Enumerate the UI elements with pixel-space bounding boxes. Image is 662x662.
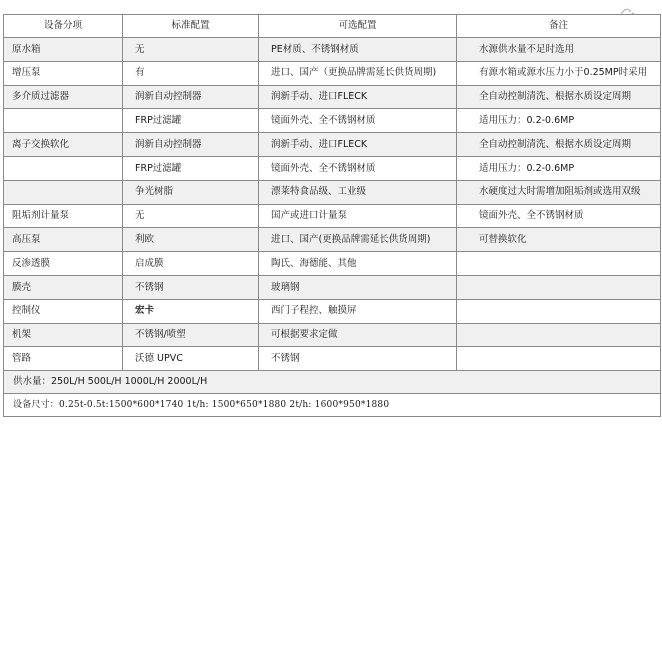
optional-config-cell: 可根据要求定做 [259, 323, 457, 347]
table-row [4, 38, 661, 62]
standard-config-cell: 启成膜 [123, 252, 259, 276]
table-row [4, 133, 661, 157]
equipment-size-row [4, 394, 661, 417]
table-row [4, 61, 661, 85]
standard-config-cell: 不锈钢/喷塑 [123, 323, 259, 347]
item-cell: 管路 [4, 347, 123, 371]
item-cell [4, 156, 123, 180]
item-cell: 多介质过滤器 [4, 85, 123, 109]
optional-config-cell: 进口、国产(更换品牌需延长供货周期) [259, 228, 457, 252]
table-row [4, 323, 661, 347]
equipment-size-row-text: 设备尺寸：0.25t-0.5t:1500*600*1740 1t/h: 1500*650*1880 2t/h: 1600*950*1880 [4, 394, 661, 417]
table-row [4, 109, 661, 133]
remark-cell [457, 299, 661, 323]
remark-cell: 适用压力：0.2-0.6MP [457, 109, 661, 133]
standard-config-cell: FRP过滤罐 [123, 156, 259, 180]
standard-config-cell: 无 [123, 204, 259, 228]
standard-config-cell: 润新自动控制器 [123, 85, 259, 109]
item-cell: 机架 [4, 323, 123, 347]
table-row [4, 299, 661, 323]
optional-config-cell: 镜面外壳、全不锈钢材质 [259, 109, 457, 133]
table-row [4, 204, 661, 228]
table-header-row [4, 15, 661, 38]
item-cell: 阻垢剂计量泵 [4, 204, 123, 228]
item-cell: 原水箱 [4, 38, 123, 62]
optional-config-cell: 不锈钢 [259, 347, 457, 371]
remark-cell: 水硬度过大时需增加阻垢剂或选用双级 [457, 180, 661, 204]
item-cell: 高压泵 [4, 228, 123, 252]
item-cell [4, 180, 123, 204]
standard-config-cell: 争光树脂 [123, 180, 259, 204]
optional-config-cell: 润新手动、进口FLECK [259, 85, 457, 109]
optional-config-cell: 漂莱特食品级、工业级 [259, 180, 457, 204]
item-cell: 反渗透膜 [4, 252, 123, 276]
standard-config-cell: FRP过滤罐 [123, 109, 259, 133]
spec-sheet [3, 14, 660, 417]
remark-cell: 水源供水量不足时选用 [457, 38, 661, 62]
optional-config-cell: 国产或进口计量泵 [259, 204, 457, 228]
spec-table [3, 14, 661, 417]
table-row [4, 252, 661, 276]
standard-config-cell: 有 [123, 61, 259, 85]
supply-capacity-row-text: 供水量：250L/H 500L/H 1000L/H 2000L/H [4, 371, 661, 394]
table-row [4, 85, 661, 109]
remark-cell: 可替换软化 [457, 228, 661, 252]
remark-cell [457, 275, 661, 299]
supply-capacity-row [4, 371, 661, 394]
table-row [4, 347, 661, 371]
optional-config-cell: 陶氏、海德能、其他 [259, 252, 457, 276]
table-row [4, 156, 661, 180]
standard-config-cell: 润新自动控制器 [123, 133, 259, 157]
optional-config-cell: 进口、国产（更换品牌需延长供货周期) [259, 61, 457, 85]
optional-config-cell: PE材质、不锈钢材质 [259, 38, 457, 62]
remark-cell [457, 323, 661, 347]
remark-cell: 全自动控制清洗、根据水质设定周期 [457, 133, 661, 157]
standard-config-cell: 利欧 [123, 228, 259, 252]
standard-config-cell: 沃德 UPVC [123, 347, 259, 371]
item-cell: 控制仪 [4, 299, 123, 323]
standard-config-cell: 不锈钢 [123, 275, 259, 299]
item-cell: 膜壳 [4, 275, 123, 299]
item-cell: 增压泵 [4, 61, 123, 85]
remark-cell [457, 347, 661, 371]
table-row [4, 228, 661, 252]
optional-config-cell: 镜面外壳、全不锈钢材质 [259, 156, 457, 180]
column-header: 标准配置 [123, 15, 259, 38]
item-cell [4, 109, 123, 133]
optional-config-cell: 润新手动、进口FLECK [259, 133, 457, 157]
standard-config-cell: 无 [123, 38, 259, 62]
remark-cell: 全自动控制清洗、根据水质设定周期 [457, 85, 661, 109]
table-row [4, 275, 661, 299]
remark-cell: 镜面外壳、全不锈钢材质 [457, 204, 661, 228]
remark-cell [457, 252, 661, 276]
standard-config-cell: 宏卡 [123, 299, 259, 323]
table-row [4, 180, 661, 204]
optional-config-cell: 玻璃钢 [259, 275, 457, 299]
column-header: 设备分项 [4, 15, 123, 38]
item-cell: 离子交换软化 [4, 133, 123, 157]
remark-cell: 有源水箱或源水压力小于0.25MP时采用 [457, 61, 661, 85]
column-header: 备注 [457, 15, 661, 38]
optional-config-cell: 西门子程控、触摸屏 [259, 299, 457, 323]
column-header: 可选配置 [259, 15, 457, 38]
remark-cell: 适用压力：0.2-0.6MP [457, 156, 661, 180]
